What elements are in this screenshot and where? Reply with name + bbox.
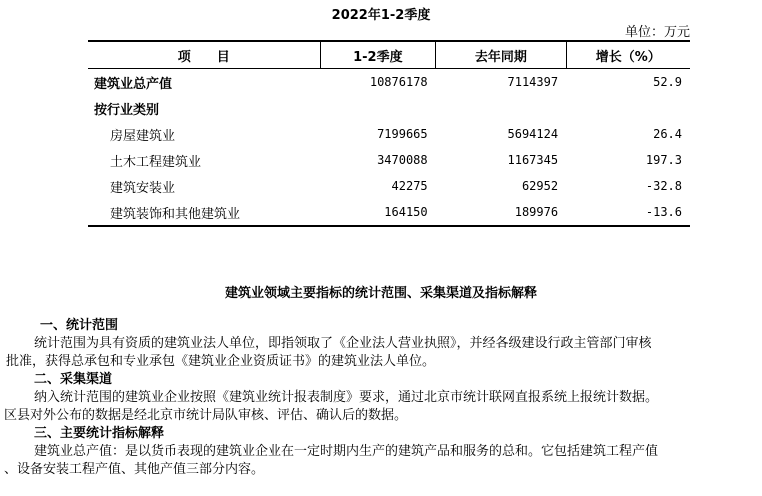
table-row	[88, 147, 690, 173]
section-indicators-line-1: 建筑业总产值：是以货币表现的建筑业企业在一定时期内生产的建筑产品和服务的总和。它包括建筑工程产值	[34, 444, 659, 459]
row-growth-value: 52.9	[653, 75, 682, 89]
row-name: 建筑装饰和其他建筑业	[88, 199, 320, 226]
table-row	[88, 199, 690, 226]
row-growth-value: -32.8	[645, 179, 682, 193]
row-name: 房屋建筑业	[110, 128, 176, 144]
row-current-value: 3470088	[377, 153, 428, 167]
row-name: 建筑业总产值	[94, 76, 173, 92]
row-growth-value: -13.6	[566, 199, 690, 226]
section-scope-line-1: 统计范围为具有资质的建筑业法人单位，即指领取了《企业法人营业执照》，并经各级建设行政主管部门审核	[34, 336, 652, 351]
notes-title: 建筑业领域主要指标的统计范围、采集渠道及指标解释	[224, 286, 537, 301]
row-name: 土木工程建筑业	[110, 154, 202, 170]
row-growth-value: 197.3	[645, 153, 682, 167]
row-current-value	[320, 95, 436, 121]
row-previous-value	[436, 95, 566, 121]
section-heading-indicators: 三、主要统计指标解释	[34, 426, 165, 441]
row-name: 按行业类别	[94, 102, 160, 118]
section-heading-channel: 二、采集渠道	[34, 372, 113, 387]
section-channel-line-1: 纳入统计范围的建筑业企业按照《建筑业统计报表制度》要求，通过北京市统计联网直报系统上报统计数据。	[34, 390, 659, 405]
section-heading-scope: 一、统计范围	[40, 318, 119, 333]
row-current-value: 164150	[320, 199, 436, 226]
column-header-item: 项 目	[88, 41, 320, 69]
row-previous-value: 1167345	[507, 153, 559, 167]
column-header-growth: 增长（%）	[566, 41, 690, 69]
row-growth-value	[566, 95, 690, 121]
row-current-value: 7199665	[377, 127, 428, 141]
unit-label: 单位：万元	[624, 25, 690, 40]
row-current-value: 10876178	[369, 75, 428, 89]
section-channel-line-2: 区县对外公布的数据是经北京市统计局队审核、评估、确认后的数据。	[4, 408, 408, 423]
row-previous-value: 189976	[436, 199, 566, 226]
table-row	[88, 173, 690, 199]
row-previous-value: 5694124	[507, 127, 559, 141]
column-header-previous: 去年同期	[436, 41, 566, 69]
section-scope-line-2: 批准，获得总承包和专业承包《建筑业企业资质证书》的建筑业法人单位。	[6, 354, 436, 369]
column-header-current: 1-2季度	[320, 41, 436, 69]
table-period-title: 2022年1-2季度	[331, 8, 431, 23]
section-indicators-line-2: 、设备安装工程产值、其他产值三部分内容。	[4, 462, 265, 477]
row-current-value: 42275	[391, 179, 428, 193]
table-header-row	[88, 41, 690, 69]
row-growth-value: 26.4	[653, 127, 682, 141]
row-previous-value: 7114397	[507, 75, 559, 89]
construction-output-table	[88, 40, 690, 227]
table-row	[88, 121, 690, 147]
row-previous-value: 62952	[521, 179, 559, 193]
row-name: 建筑安装业	[110, 180, 176, 196]
table-row	[88, 95, 690, 121]
table-row	[88, 69, 690, 96]
